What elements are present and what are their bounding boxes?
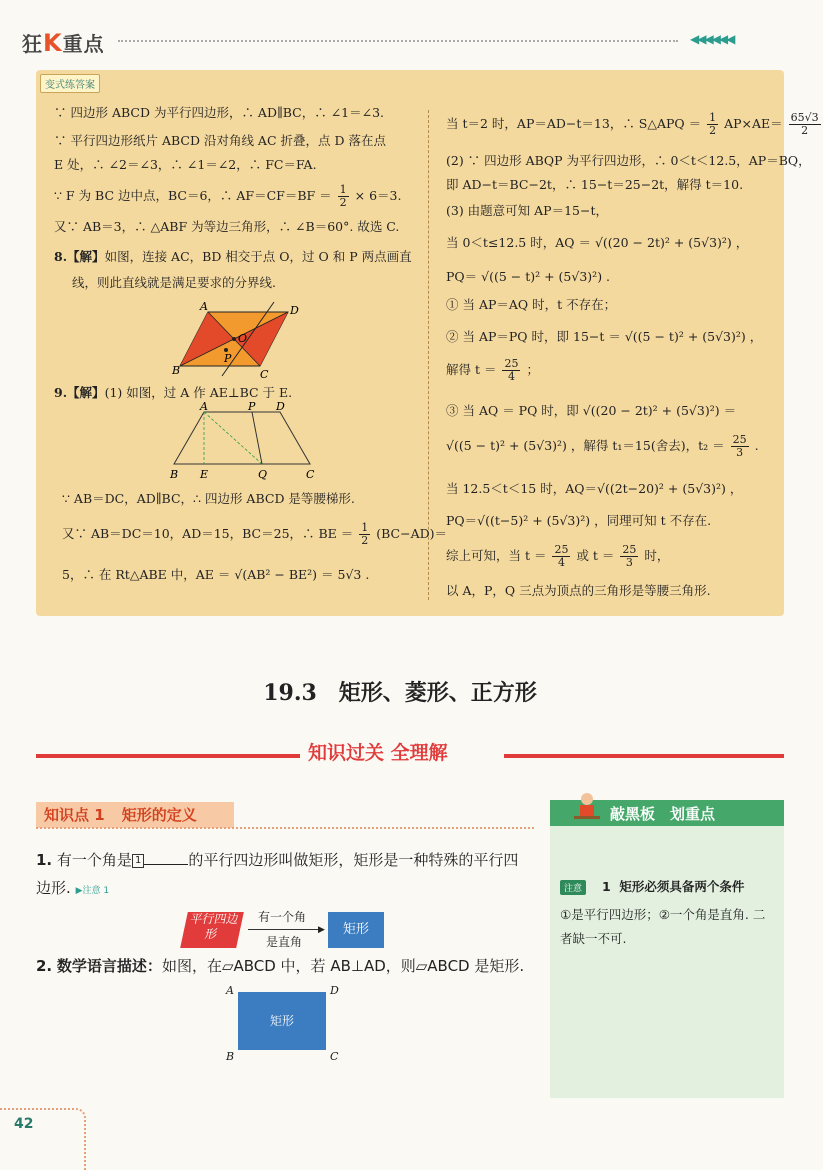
fraction: $\frac{65√3}{2}$ (790, 111, 819, 137)
right-line-13: PQ＝√((t−5)² + (5√3)²) ，同理可知 t 不存在. (446, 513, 712, 528)
q9-line-3: 又∵ AB＝DC＝10，AD＝15，BC＝25，∴ BE ＝ $\frac{1}{2}$ (BC−AD)＝ (62, 521, 448, 547)
left-line-3: E 处，∴ ∠2＝∠3，∴ ∠1＝∠2，∴ FC＝FA. (54, 157, 317, 172)
rect-label-b: B (226, 1050, 235, 1063)
label-d: D (290, 304, 299, 317)
label-b: B (170, 468, 179, 481)
item-1-line-2: 边形. ▶注意 1 (36, 879, 110, 897)
page-number: 42 (14, 1116, 34, 1132)
q9-line-1: 9.【解】(1) 如图，过 A 作 AE⊥BC 于 E. (54, 385, 293, 400)
left-line-2: ∵ 平行四边形纸片 ABCD 沿对角线 AC 折叠，点 D 落在点 (54, 133, 386, 148)
right-line-5: 当 0＜t≤12.5 时，AQ ＝ √((20 − 2t)² + (5√3)²) ， (446, 235, 749, 250)
blank (144, 864, 188, 865)
arrow-head-icon: ▶ (318, 925, 325, 935)
knowledge-banner: 知识过关 全理解 (300, 738, 456, 765)
trapezoid-figure (164, 402, 324, 484)
q8-line-1: 8.【解】如图，连接 AC，BD 相交于点 O，过 O 和 P 两点画直 (54, 249, 412, 264)
item-1-line-1: 1. 有一个角是 1 的平行四边形叫做矩形，矩形是一种特殊的平行四 (36, 851, 519, 869)
teacher-icon (572, 790, 602, 826)
right-line-6: PQ＝ √((5 − t)² + (5√3)²) . (446, 269, 611, 284)
label-b: B (172, 364, 181, 377)
knowledge-point-header: 知识点 1 矩形的定义 (36, 802, 234, 828)
right-line-15: 以 A，P，Q 三点为顶点的三角形是等腰三角形. (446, 583, 711, 598)
blank-number: 1 (132, 854, 144, 868)
right-line-9: 解得 t ＝ $\frac{25}{4}$ ； (446, 357, 539, 383)
note-line-1: ①是平行四边形；②一个角是直角. 二 (560, 907, 766, 922)
right-line-2: (2) ∵ 四边形 ABQP 为平行四边形，∴ 0＜t＜12.5，AP＝BQ， (446, 153, 811, 168)
left-line-5: 又∵ AB＝3，∴ △ABF 为等边三角形，∴ ∠B＝60°. 故选 C. (54, 219, 400, 234)
rect-label-d: D (330, 984, 339, 997)
label-o: O (238, 332, 248, 345)
note-link[interactable]: ▶注意 1 (75, 886, 110, 896)
right-line-3: 即 AD−t＝BC−2t，∴ 15−t＝25−2t，解得 t＝10. (446, 177, 744, 192)
note-badge: 注意 (560, 880, 586, 895)
label-p: P (248, 400, 256, 413)
label-a: A (200, 300, 208, 313)
flow-top-label: 有一个角 (258, 910, 307, 924)
fraction: $\frac{1}{2}$ (361, 521, 369, 547)
right-line-11: √((5 − t)² + (5√3)²) ，解得 t₁＝15(舍去)，t₂ ＝ $\frac{25}{3}$ . (446, 433, 759, 459)
answer-tag: 变式练答案 (40, 74, 100, 93)
right-line-10: ③ 当 AQ ＝ PQ 时，即 √((20 − 2t)² + (5√3)²) ＝ (446, 403, 737, 418)
page-corner (0, 1108, 86, 1170)
section-title: 19.3 矩形、菱形、正方形 (263, 680, 537, 706)
side-panel-title: 敲黑板 划重点 (610, 805, 716, 823)
rect-label-a: A (226, 984, 234, 997)
banner-line-right (504, 754, 784, 758)
right-line-8: ② 当 AP＝PQ 时，即 15−t ＝ √((5 − t)² + (5√3)²) ， (446, 329, 763, 344)
left-line-4: ∵ F 为 BC 边中点，BC＝6，∴ AF＝CF＝BF ＝ $\frac{1}{2}$ × 6＝3. (54, 183, 402, 209)
flow-from-box: 平行四边形 (180, 912, 244, 948)
item-2-line: 2. 数学语言描述：如图，在▱ABCD 中，若 AB⊥AD，则▱ABCD 是矩形. (36, 957, 525, 975)
label-c: C (260, 368, 269, 381)
logo: 狂K重点 (22, 29, 105, 57)
header-arrows-icon: ◀◀◀◀◀◀ (690, 32, 734, 46)
fraction: $\frac{25}{3}$ (732, 433, 747, 459)
fraction: $\frac{25}{3}$ (622, 543, 637, 569)
parallelogram-figure (170, 300, 310, 380)
right-line-7: ① 当 AP＝AQ 时，t 不存在； (446, 297, 617, 312)
point-o (232, 337, 236, 341)
rectangle-figure: 矩形 (238, 992, 326, 1050)
right-line-12: 当 12.5＜t＜15 时，AQ＝√((2t−20)² + (5√3)²) ， (446, 481, 743, 496)
fraction: $\frac{1}{2}$ (709, 111, 717, 137)
label-c: C (306, 468, 315, 481)
banner-line-left (36, 754, 304, 758)
label-q: Q (258, 468, 268, 481)
header-divider (118, 40, 678, 42)
label-a: A (200, 400, 208, 413)
right-line-14: 综上可知，当 t ＝ $\frac{25}{4}$ 或 t ＝ $\frac{25}{3}$ 时， (446, 543, 670, 569)
fraction: $\frac{25}{4}$ (504, 357, 519, 383)
flow-arrow (248, 929, 322, 930)
label-p: P (224, 352, 232, 365)
fraction: $\frac{1}{2}$ (339, 183, 347, 209)
fraction: $\frac{25}{4}$ (554, 543, 569, 569)
note-line-2: 者缺一不可. (560, 931, 627, 946)
label-d: D (276, 400, 285, 413)
flow-to-box: 矩形 (328, 912, 384, 948)
trapezoid-shape (174, 412, 310, 464)
rect-label-c: C (330, 1050, 339, 1063)
kp-divider (36, 827, 534, 829)
label-e: E (200, 468, 209, 481)
q8-line-2: 线，则此直线就是满足要求的分界线. (72, 275, 276, 290)
right-line-1: 当 t＝2 时，AP＝AD−t＝13，∴ S△APQ ＝ $\frac{1}{2}$ AP×AE＝ $\frac{65√3}{2}$ (446, 111, 819, 137)
left-line-1: ∵ 四边形 ABCD 为平行四边形，∴ AD∥BC，∴ ∠1＝∠3. (54, 105, 385, 120)
flow-bottom-label: 是直角 (266, 935, 303, 949)
note-title: 1 矩形必须具备两个条件 (602, 879, 745, 894)
q9-line-4: 5，∴ 在 Rt△ABE 中，AE ＝ √(AB² − BE²) ＝ 5√3 . (62, 567, 370, 582)
right-line-4: (3) 由题意可知 AP＝15−t， (446, 203, 608, 218)
q9-line-2: ∵ AB＝DC，AD∥BC，∴ 四边形 ABCD 是等腰梯形. (62, 491, 355, 506)
